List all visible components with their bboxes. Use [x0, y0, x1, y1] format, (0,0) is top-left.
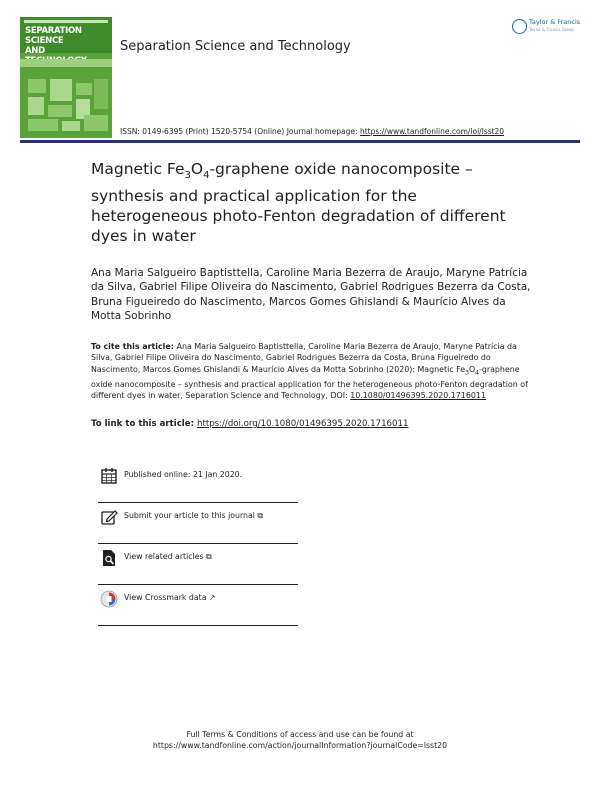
- crossmark-icon: [100, 590, 118, 608]
- article-link-line: [91, 419, 408, 429]
- taylor-francis-logo-icon: [512, 19, 527, 34]
- related-articles-row[interactable]: [98, 544, 298, 585]
- crossmark-row[interactable]: [98, 585, 298, 626]
- header-rule: [20, 140, 580, 143]
- cover-title-line2: AND: [25, 46, 45, 56]
- edit-icon: [100, 508, 118, 526]
- crossmark-link[interactable]: View Crossmark data ↗: [124, 593, 216, 602]
- taylor-francis-logo[interactable]: [512, 19, 582, 35]
- external-link-icon: ⧉: [257, 511, 263, 520]
- citation-block: To cite this article: Ana Maria Salgueiro Baptisttella, Caroline Maria Bezerra de Araujo, Maryne Patrícia da Silva, Gabriel Filipe Oliveira do Nascimento, Gabriel Rodrigues Bezerra da Costa, Bruna Figueiredo do Nascimento, Marcos Gomes Ghislandi & Maurício Alves da Motta Sobrinho (2020): Magnetic $Fe_3O_4$-graphene oxide nanocomposite – synthesis and practical application for the heterogeneous photo-Fenton degradation of different dyes in water, Separation Science and Technology, DOI: 10.1080/01496395.2020.1716011: [91, 342, 528, 401]
- doi-link[interactable]: 10.1080/01496395.2020.1716011: [350, 391, 486, 401]
- cover-title-line1: SEPARATION SCIENCE: [25, 26, 82, 46]
- cover-strip: [24, 20, 108, 23]
- journal-name: Separation Science and Technology: [120, 39, 351, 54]
- issn-line: [120, 127, 504, 136]
- submit-article-row[interactable]: [98, 503, 298, 544]
- publisher-name: Taylor & Francis: [529, 18, 581, 26]
- footer-terms-link[interactable]: https://www.tandfonline.com/action/journalInformation?journalCode=lsst20: [152, 741, 448, 750]
- submit-article-link[interactable]: Submit your article to this journal ⧉: [124, 511, 263, 520]
- issn-text: ISSN: 0149-6395 (Print) 1520-5754 (Online) Journal homepage:: [120, 127, 360, 136]
- external-link-icon: ⧉: [206, 552, 212, 561]
- external-link-icon: ↗: [208, 593, 216, 602]
- citation-label: To cite this article:: [91, 342, 177, 351]
- article-title: Magnetic $Fe_3O_4$-graphene oxide nanocomposite – synthesis and practical application for the heterogeneous photo-Fenton degradation of different dyes in water: [91, 160, 506, 246]
- publisher-subtitle: Taylor & Francis Group: [529, 27, 574, 32]
- calendar-icon: [100, 467, 118, 485]
- published-online-row: [98, 462, 298, 503]
- footer-terms-text: Full Terms & Conditions of access and use can be found at: [186, 730, 414, 739]
- related-articles-link[interactable]: View related articles ⧉: [124, 552, 212, 561]
- cover-tiles: [28, 79, 108, 133]
- footer: [0, 729, 600, 751]
- link-label: To link to this article:: [91, 419, 198, 429]
- related-articles-icon: [100, 549, 118, 567]
- cover-band: [20, 59, 112, 67]
- article-authors: Ana Maria Salgueiro Baptisttella, Caroline Maria Bezerra de Araujo, Maryne Patrícia da Silva, Gabriel Filipe Oliveira do Nascimento, Gabriel Rodrigues Bezerra da Costa, Bruna Figueiredo do Nascimento, Marcos Gomes Ghislandi & Maurício Alves da Motta Sobrinho: [91, 267, 531, 322]
- journal-cover-image: [20, 17, 112, 138]
- journal-homepage-link[interactable]: https://www.tandfonline.com/loi/lsst20: [359, 127, 505, 136]
- article-doi-url[interactable]: https://doi.org/10.1080/01496395.2020.1716011: [197, 419, 409, 429]
- published-online-text: Published online: 21 Jan 2020.: [124, 470, 243, 479]
